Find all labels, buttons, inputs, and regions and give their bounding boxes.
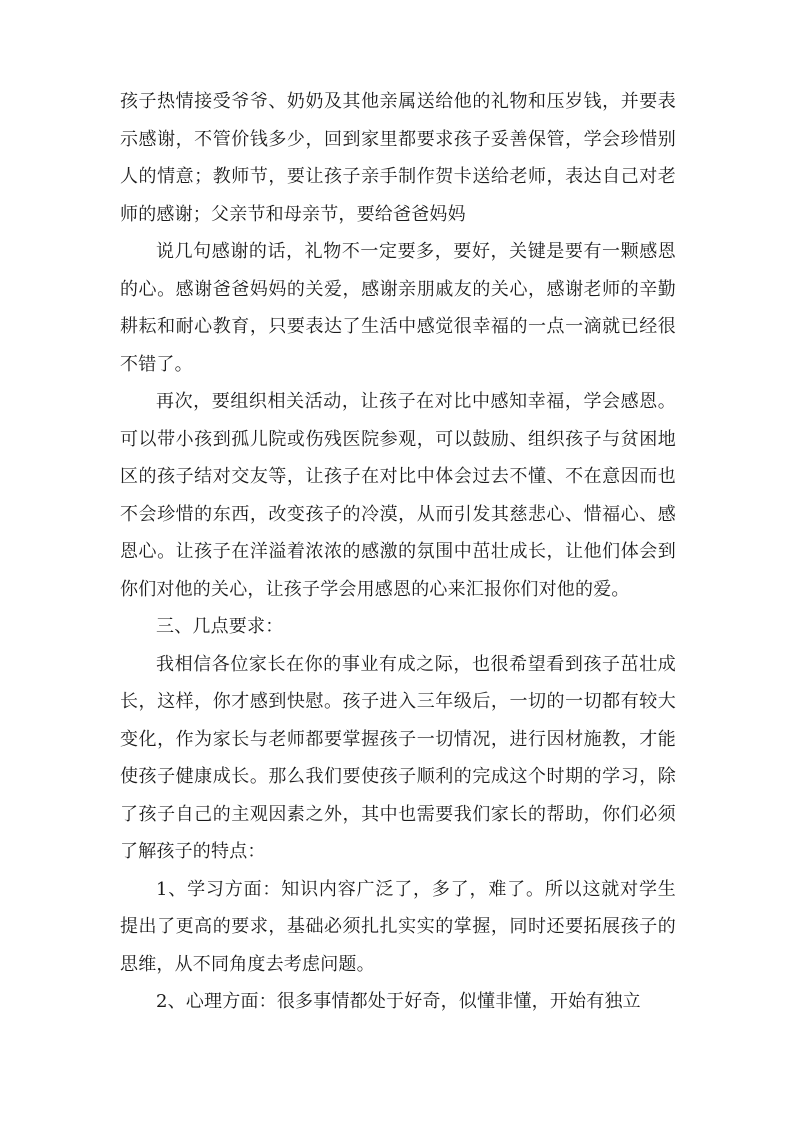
paragraph-gratitude-continued: 孩子热情接受爷爷、奶奶及其他亲属送给他的礼物和压岁钱，并要表示感谢，不管价钱多少，回到家里都要求孩子妥善保管，学会珍惜别人的情意；教师节，要让孩子亲手制作贺卡送给老师，表达自己对老师的感谢；父亲节和母亲节，要给爸爸妈妈	[120, 91, 676, 225]
paragraph-psychology: 2、心理方面：很多事情都处于好奇，似懂非懂，开始有独立	[156, 991, 641, 1012]
paragraph-parents: 我相信各位家长在你的事业有成之际，也很希望看到孩子茁壮成长，这样，你才感到快慰。孩子进入三年级后，一切的一切都有较大变化，作为家长与老师都要掌握孩子一切情况，进行因材施教，才能使孩子健康成长。那么我们要使孩子顺利的完成这个时期的学习，除了孩子自己的主观因素之外，其中也需要我们家长的帮助，你们必须了解孩子的特点：	[120, 653, 676, 862]
paragraph-activities: 再次，要组织相关活动，让孩子在对比中感知幸福，学会感恩。可以带小孩到孤儿院或伤残医院参观，可以鼓励、组织孩子与贫困地区的孩子结对交友等，让孩子在对比中体会过去不懂、不在意因而也不会珍惜的东西，改变孩子的冷漠，从而引发其慈悲心、惜福心、感恩心。让孩子在洋溢着浓浓的感激的氛围中茁壮成长，让他们体会到你们对他的关心，让孩子学会用感恩的心来汇报你们对他的爱。	[120, 391, 676, 600]
paragraph-study: 1、学习方面：知识内容广泛了，多了，难了。所以这就对学生提出了更高的要求，基础必须扎扎实实的掌握，同时还要拓展孩子的思维，从不同角度去考虑问题。	[120, 878, 676, 975]
section-heading-requirements: 三、几点要求：	[156, 616, 284, 637]
document-body	[120, 83, 676, 1021]
paragraph-thank-words: 说几句感谢的话，礼物不一定要多，要好，关键是要有一颗感恩的心。感谢爸爸妈妈的关爱，感谢亲朋戚友的关心，感谢老师的辛勤耕耘和耐心教育，只要表达了生活中感觉很幸福的一点一滴就已经很不错了。	[120, 241, 676, 375]
